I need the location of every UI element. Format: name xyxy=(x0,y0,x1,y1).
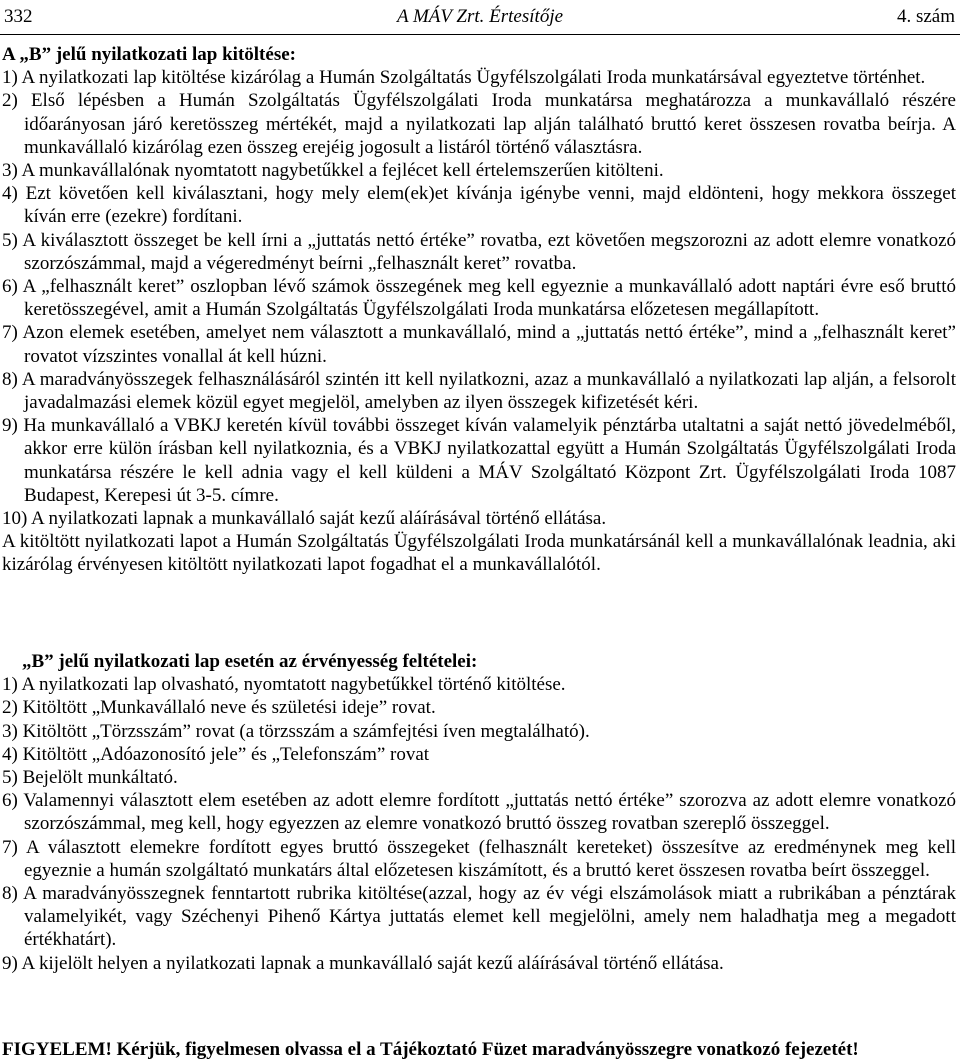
condition-item: 1) A nyilatkozati lap olvasható, nyomtatott nagybetűkkel történő kitöltése. xyxy=(2,674,566,696)
instruction-item: 2) Első lépésben a Humán Szolgáltatás Ügyfélszolgálati Iroda munkatársa meghatározza a munkavállaló részére időarányosan járó keretösszeg mértékét, majd a nyilatkozati lap alján található bruttó keret összesen rovatba beírja. A munkavállaló kizárólag ezen összeg erejéig jogosult a listáról történő választásra. xyxy=(2,90,956,158)
condition-item: 6) Valamennyi választott elem esetében az adott elemre fordított „juttatás nettó értéke” szorozva az adott elemre vonatkozó szorzószámmal, meg kell, hogy egyezzen az elemre vonatkozó bruttó összeg rovatban szereplő összeggel. xyxy=(2,790,956,835)
warning-notice: FIGYELEM! Kérjük, figyelmesen olvassa el a Tájékoztató Füzet maradványösszegre vonatkozó fejezetét! xyxy=(2,1039,859,1060)
condition-item: 7) A választott elemekre fordított egyes bruttó összegeket (felhasznált kereteket) összesítve az eredménynek meg kell egyeznie a humán szolgáltató munkatárs által előzetesen kiszámított, és a bruttó keret összesen rovatba beírt összeggel. xyxy=(2,836,956,881)
condition-item: 3) Kitöltött „Törzsszám” rovat (a törzsszám a számfejtési íven megtalálható). xyxy=(2,720,590,742)
condition-item: 4) Kitöltött „Adóazonosító jele” és „Telefonszám” rovat xyxy=(2,743,430,765)
header-divider xyxy=(0,34,960,35)
instruction-item: 5) A kiválasztott összeget be kell írni a „juttatás nettó értéke” rovatba, ezt követően megszorozni az adott elemre vonatkozó szorzószámmal, majd a végeredményt beírni „felhasznált keret” rovatba. xyxy=(2,229,956,274)
condition-item: 9) A kijelölt helyen a nyilatkozati lapnak a munkavállaló saját kezű aláírásával történő ellátása. xyxy=(2,952,724,974)
page-number: 332 xyxy=(4,6,33,27)
condition-item: 8) A maradványösszegnek fenntartott rubrika kitöltése(azzal, hogy az év végi elszámolások miatt a rubrikában a pénztárak valamelyikét, vagy Széchenyi Pihenő Kártya juttatás elemet kell megjelölni, amely nem haladhatja meg a megadott értékhatárt). xyxy=(2,883,956,951)
conditions-title: „B” jelű nyilatkozati lap esetén az érvényesség feltételei: xyxy=(22,651,478,672)
condition-item: 5) Bejelölt munkáltató. xyxy=(2,767,178,789)
validity-conditions xyxy=(2,650,956,975)
issue-number: 4. szám xyxy=(896,6,955,27)
closing-paragraph: A kitöltött nyilatkozati lapot a Humán Szolgáltatás Ügyfélszolgálati Iroda munkatársánál kell a munkavállalónak leadnia, aki kizárólag érvényesen kitöltött nyilatkozati lapot fogadhat el a munkavállalótól. xyxy=(2,531,956,576)
instruction-item: 1) A nyilatkozati lap kitöltése kizárólag a Humán Szolgáltatás Ügyfélszolgálati Iroda munkatársával egyeztetve történhet. xyxy=(2,67,926,89)
instruction-item: 9) Ha munkavállaló a VBKJ keretén kívül további összeget kíván valamelyik pénztárba utaltatni a saját nettó jövedelméből, akkor erre külön írásban kell nyilatkoznia, és a VBKJ nyilatkozattal együtt a Humán Szolgáltatás Ügyfélszolgálati Iroda munkatársa részére le kell adnia vagy el kell küldeni a MÁV Szolgáltató Központ Zrt. Ügyfélszolgálati Iroda 1087 Budapest, Kerepesi út 3-5. címre. xyxy=(2,415,956,506)
instruction-item: 7) Azon elemek esetében, amelyet nem választott a munkavállaló, mind a „juttatás nettó értéke”, mind a „felhasznált keret” rovatot vízszintes vonallal át kell húzni. xyxy=(2,322,956,367)
condition-item: 2) Kitöltött „Munkavállaló neve és születési ideje” rovat. xyxy=(2,697,436,719)
instruction-item: 6) A „felhasznált keret” oszlopban lévő számok összegének meg kell egyeznie a munkavállaló adott naptári évre eső bruttó keretösszegével, amit a Humán Szolgáltatás Ügyfélszolgálati Iroda munkatársa előzetesen megállapított. xyxy=(2,276,956,321)
instruction-item: 3) A munkavállalónak nyomtatott nagybetűkkel a fejlécet kell értelemszerűen kitölteni. xyxy=(2,160,664,182)
section-b-instructions xyxy=(2,43,956,577)
section-b-title: A „B” jelű nyilatkozati lap kitöltése: xyxy=(2,44,296,65)
publication-title: A MÁV Zrt. Értesítője xyxy=(396,6,564,27)
instruction-item: 10) A nyilatkozati lapnak a munkavállaló saját kezű aláírásával történő ellátása. xyxy=(2,508,607,530)
instruction-item: 8) A maradványösszegek felhasználásáról szintén itt kell nyilatkozni, azaz a munkavállaló a nyilatkozati lap alján, a felsorolt javadalmazási elemek közül egyet megjelöl, amelyben az ilyen összegek kifizetését kéri. xyxy=(2,368,956,414)
instruction-item: 4) Ezt követően kell kiválasztani, hogy mely elem(ek)et kívánja igénybe venni, majd eldönteni, hogy mekkora összeget kíván erre (ezekre) fordítani. xyxy=(2,183,956,228)
